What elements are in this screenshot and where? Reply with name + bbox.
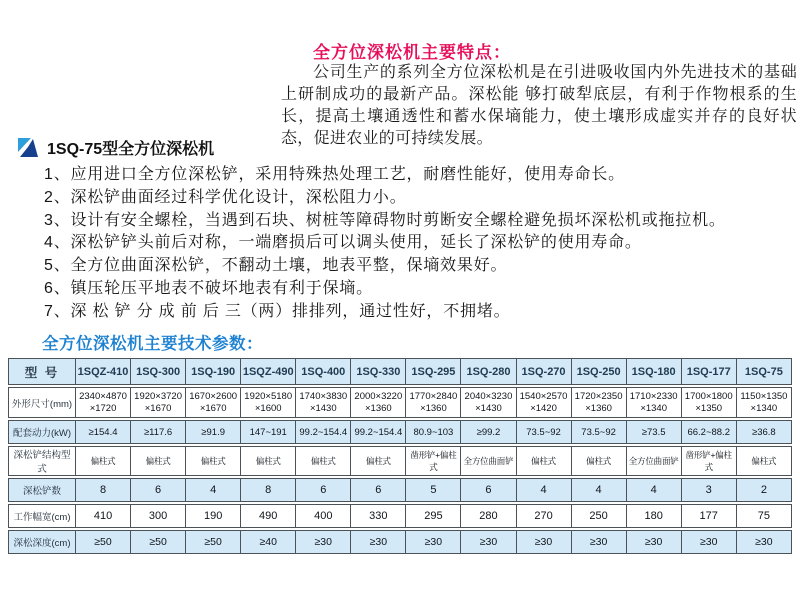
row-label: 配套动力(kW) [8, 420, 76, 444]
param-cell: 2 [737, 478, 792, 502]
feature-item-2: 2、深松铲曲面经过科学优化设计，深松阻力小。 [44, 188, 407, 206]
param-cell: ≥91.9 [186, 420, 241, 444]
param-cell: ≥50 [186, 530, 241, 554]
param-cell: 1150×1350 ×1340 [737, 387, 792, 418]
param-cell: ≥99.2 [461, 420, 516, 444]
column-header: 1SQ-190 [186, 358, 241, 385]
param-cell: 330 [351, 504, 406, 528]
param-cell: ≥154.4 [76, 420, 131, 444]
param-cell: 偏柱式 [241, 446, 296, 476]
param-cell: 偏柱式 [76, 446, 131, 476]
param-cell: 偏柱式 [131, 446, 186, 476]
param-cell: ≥117.6 [131, 420, 186, 444]
param-cell: 1770×2840 ×1360 [406, 387, 461, 418]
param-cell: 73.5~92 [517, 420, 572, 444]
param-cell: 1720×2350 ×1360 [572, 387, 627, 418]
param-cell: 250 [572, 504, 627, 528]
param-cell: ≥30 [296, 530, 351, 554]
param-cell: 400 [296, 504, 351, 528]
table-title: 全方位深松机主要技术参数： [42, 335, 263, 353]
param-cell: 66.2~88.2 [682, 420, 737, 444]
feature-item-6: 6、镇压轮压平地表不破坏地表有利于保墒。 [44, 279, 373, 297]
row-label: 外形尺寸(mm) [8, 387, 76, 418]
param-cell: ≥30 [572, 530, 627, 554]
param-cell: 1540×2570 ×1420 [517, 387, 572, 418]
param-cell: 3 [682, 478, 737, 502]
parameters-table [8, 356, 792, 556]
page-title: 全方位深松机主要特点： [313, 43, 511, 62]
param-cell: ≥50 [131, 530, 186, 554]
column-header: 1SQ-400 [296, 358, 351, 385]
param-cell: 1710×2330 ×1340 [627, 387, 682, 418]
table-header-row [8, 358, 792, 385]
features-list [44, 164, 792, 324]
param-cell: 偏柱式 [737, 446, 792, 476]
column-header: 1SQ-295 [406, 358, 461, 385]
param-cell: 1670×2600 ×1670 [186, 387, 241, 418]
row-label: 工作幅宽(cm) [8, 504, 76, 528]
param-cell: 偏柱式 [296, 446, 351, 476]
param-cell: 180 [627, 504, 682, 528]
param-cell: 80.9~103 [406, 420, 461, 444]
column-header: 1SQ-300 [131, 358, 186, 385]
param-cell: 4 [627, 478, 682, 502]
param-cell: ≥30 [351, 530, 406, 554]
param-cell: 280 [461, 504, 516, 528]
row-label: 深松深度(cm) [8, 530, 76, 554]
param-cell: 1920×5180 ×1600 [241, 387, 296, 418]
param-cell: ≥30 [627, 530, 682, 554]
product-title-row [18, 136, 214, 159]
param-cell: 4 [572, 478, 627, 502]
param-cell: 75 [737, 504, 792, 528]
param-cell: 全方位曲面铲 [627, 446, 682, 476]
param-cell: 99.2~154.4 [296, 420, 351, 444]
param-cell: 偏柱式 [517, 446, 572, 476]
column-header: 1SQ-280 [461, 358, 516, 385]
brand-logo-icon [18, 138, 39, 158]
param-cell: 4 [517, 478, 572, 502]
param-cell: 1700×1800 ×1350 [682, 387, 737, 418]
row-label: 深松铲数 [8, 478, 76, 502]
column-header: 1SQ-180 [627, 358, 682, 385]
param-cell: ≥36.8 [737, 420, 792, 444]
param-cell: 99.2~154.4 [351, 420, 406, 444]
param-cell: 偏柱式 [351, 446, 406, 476]
feature-item-7: 7、深 松 铲 分 成 前 后 三（两）排排列，通过性好，不拥堵。 [44, 302, 511, 320]
table-row [8, 446, 792, 476]
column-header: 1SQZ-410 [76, 358, 131, 385]
column-header: 1SQ-75 [737, 358, 792, 385]
param-cell: 190 [186, 504, 241, 528]
param-cell: 2040×3230 ×1430 [461, 387, 516, 418]
param-cell: ≥30 [737, 530, 792, 554]
feature-item-3: 3、设计有安全螺栓，当遇到石块、树桩等障碍物时剪断安全螺栓避免损坏深松机或拖拉机。 [44, 211, 726, 229]
param-cell: 490 [241, 504, 296, 528]
param-cell: ≥30 [461, 530, 516, 554]
param-cell: 偏柱式 [186, 446, 241, 476]
param-cell: 6 [351, 478, 406, 502]
param-cell: 147~191 [241, 420, 296, 444]
param-cell: 270 [517, 504, 572, 528]
param-cell: 2340×4870 ×1720 [76, 387, 131, 418]
column-header: 1SQ-330 [351, 358, 406, 385]
column-header: 1SQZ-490 [241, 358, 296, 385]
param-cell: ≥73.5 [627, 420, 682, 444]
param-cell: 8 [241, 478, 296, 502]
column-header: 1SQ-270 [517, 358, 572, 385]
table-row [8, 420, 792, 444]
param-cell: ≥30 [517, 530, 572, 554]
param-cell: 偏柱式 [572, 446, 627, 476]
feature-item-4: 4、深松铲铲头前后对称，一端磨损后可以调头使用，延长了深松铲的使用寿命。 [44, 234, 642, 252]
intro-paragraph: 公司生产的系列全方位深松机是在引进吸收国内外先进技术的基础上研制成功的最新产品。深松能 够打破犁底层，有利于作物根系的生长，提高土壤通透性和蓄水保墒能力，使土壤形成虚实并存的良好状态，促进农业的可持续发展。 [281, 64, 797, 147]
param-cell: 1740×3830 ×1430 [296, 387, 351, 418]
param-cell: 6 [131, 478, 186, 502]
param-cell: 1920×3720 ×1670 [131, 387, 186, 418]
param-cell: 73.5~92 [572, 420, 627, 444]
param-cell: 410 [76, 504, 131, 528]
row-label: 深松铲结构型式 [8, 446, 76, 476]
table-row [8, 387, 792, 418]
table-row [8, 478, 792, 502]
param-cell: 2000×3220 ×1360 [351, 387, 406, 418]
param-cell: 5 [406, 478, 461, 502]
param-cell: 6 [461, 478, 516, 502]
param-cell: 8 [76, 478, 131, 502]
product-title: 1SQ-75型全方位深松机 [47, 141, 215, 158]
param-cell: 177 [682, 504, 737, 528]
param-cell: 6 [296, 478, 351, 502]
parameters-table-wrap [8, 356, 792, 556]
param-cell: 全方位曲面铲 [461, 446, 516, 476]
table-corner-header: 型 号 [8, 358, 76, 385]
table-row [8, 530, 792, 554]
param-cell: 300 [131, 504, 186, 528]
param-cell: ≥40 [241, 530, 296, 554]
param-cell: 4 [186, 478, 241, 502]
column-header: 1SQ-250 [572, 358, 627, 385]
param-cell: 凿形铲+偏柱式 [682, 446, 737, 476]
param-cell: ≥30 [406, 530, 461, 554]
param-cell: ≥30 [682, 530, 737, 554]
feature-item-1: 1、应用进口全方位深松铲，采用特殊热处理工艺，耐磨性能好，使用寿命长。 [44, 166, 625, 183]
param-cell: 凿形铲+偏柱式 [406, 446, 461, 476]
feature-item-5: 5、全方位曲面深松铲，不翻动土壤，地表平整，保墒效果好。 [44, 257, 508, 275]
column-header: 1SQ-177 [682, 358, 737, 385]
param-cell: ≥50 [76, 530, 131, 554]
param-cell: 295 [406, 504, 461, 528]
table-row [8, 504, 792, 528]
